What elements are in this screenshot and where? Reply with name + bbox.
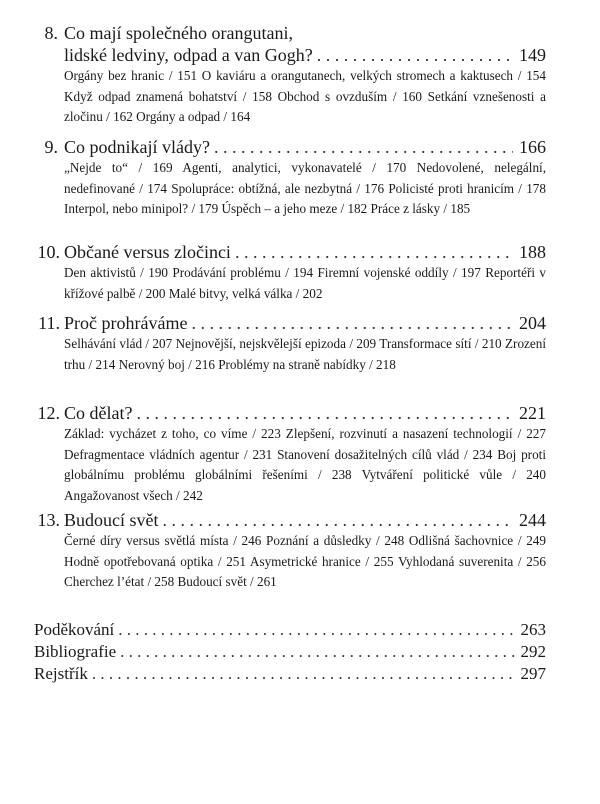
leader-dots: [120, 641, 514, 663]
chapter-title-line: [34, 22, 546, 44]
toc-chapter-10: [34, 241, 546, 304]
chapter-page-number: 149: [519, 45, 546, 65]
back-matter-page-number: 292: [520, 642, 546, 661]
chapter-title: Co podnikají vlády?: [64, 137, 210, 157]
back-matter-entry: [34, 663, 546, 685]
leader-dots: [317, 44, 513, 66]
chapter-title-line: [34, 509, 546, 531]
leader-dots: [235, 241, 513, 263]
back-matter-page-number: 297: [520, 664, 546, 683]
chapter-title-line: [34, 402, 546, 424]
chapter-subsections: Základ: vycházet z toho, co víme / 223 Zlepšení, rozvinutí a nasazení technologií / 227 Defragmentace vládních agentur / 231 Stanovení dosažitelných cílů vlád / 234 Boj proti globálnímu problému globálními řešeními / 238 Vytváření politické vůle / 240 Angažovanost všech / 242: [64, 426, 546, 503]
chapter-title-line: [34, 136, 546, 158]
chapter-title-line: [34, 312, 546, 334]
leader-dots: [92, 663, 515, 685]
chapter-subsections: Den aktivistů / 190 Prodávání problému / 194 Firemní vojenské oddíly / 197 Reportéři v křížové palbě / 200 Malé bitvy, velká válka / 202: [64, 265, 546, 301]
chapter-page-number: 204: [519, 313, 546, 333]
chapter-page-number: 188: [519, 242, 546, 262]
back-matter-title: Bibliografie: [34, 642, 117, 661]
chapter-page-number: 166: [519, 137, 546, 157]
leader-dots: [191, 312, 513, 334]
chapter-number: 13.: [37, 510, 60, 530]
chapter-title: Budoucí svět: [64, 510, 159, 530]
chapter-title-line-2: [34, 44, 546, 66]
back-matter-title: Poděkování: [34, 620, 115, 639]
chapter-page-number: 221: [519, 403, 546, 423]
back-matter-page-number: 263: [520, 620, 546, 639]
leader-dots: [136, 402, 513, 424]
back-matter-title: Rejstřík: [34, 664, 88, 683]
chapter-title: Občané versus zločinci: [64, 242, 231, 262]
chapter-subsections: Černé díry versus světlá místa / 246 Poznání a důsledky / 248 Odlišná šachovnice / 249 Hodně opotřebovaná optika / 251 Asymetrické hranice / 255 Vyhlodaná suverenita / 256 Cherchez l’état / 258 Budoucí svět / 261: [64, 533, 546, 589]
chapter-title: Proč prohráváme: [64, 313, 188, 333]
back-matter-entry: [34, 641, 546, 663]
leader-dots: [118, 619, 514, 641]
toc-chapter-12: [34, 402, 546, 506]
chapter-number: 9.: [44, 137, 58, 157]
toc-chapter-8: [34, 22, 546, 128]
chapter-number: 11.: [38, 313, 60, 333]
chapter-title: Co mají společného orangutani,: [64, 23, 293, 43]
toc-chapter-11: [34, 312, 546, 375]
chapter-number: 12.: [37, 403, 60, 423]
leader-dots: [163, 509, 514, 531]
chapter-subsections: Orgány bez hranic / 151 O kaviáru a orangutanech, velkých stromech a kaktusech / 154 Když odpad znamená bohatství / 158 Obchod s ovzduším / 160 Setkání vznešenosti a zločinu / 162 Orgány a odpad / 164: [64, 68, 546, 124]
chapter-number: 10.: [37, 242, 60, 262]
chapter-title-line: [34, 241, 546, 263]
leader-dots: [214, 136, 513, 158]
toc-chapter-13: [34, 509, 546, 593]
chapter-number: 8.: [44, 23, 58, 43]
chapter-subsections: „Nejde to“ / 169 Agenti, analytici, vykonavatelé / 170 Nedovolené, nelegální, nedefinované / 174 Spolupráce: obtížná, ale nezbytná / 176 Policisté proti hranicím / 178 Interpol, nebo minipol? / 179 Úspěch – a jeho meze / 182 Práce z lásky / 185: [64, 160, 546, 216]
chapter-title: Co dělat?: [64, 403, 133, 423]
toc-back-matter: [34, 619, 546, 685]
chapter-subsections: Selhávání vlád / 207 Nejnovější, nejskvělejší epizoda / 209 Transformace sítí / 210 Zrození trhu / 214 Nerovný boj / 216 Problémy na straně nabídky / 218: [64, 336, 546, 372]
chapter-page-number: 244: [519, 510, 546, 530]
toc-chapter-9: [34, 136, 546, 220]
chapter-title-continued: lidské ledviny, odpad a van Gogh?: [64, 45, 313, 65]
back-matter-entry: [34, 619, 546, 641]
